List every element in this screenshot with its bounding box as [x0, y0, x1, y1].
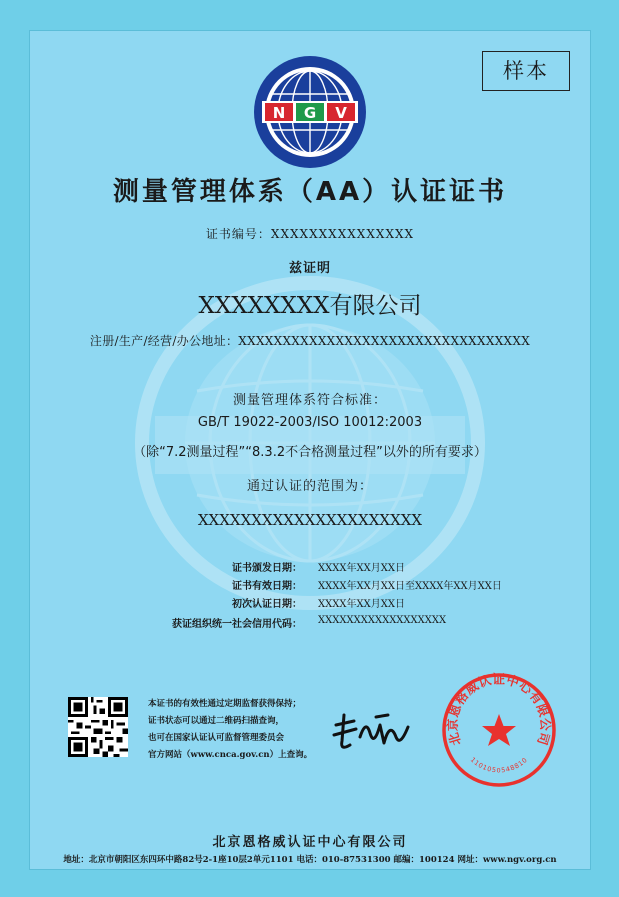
- issue-date-value: XXXX年XX月XX日: [318, 563, 405, 574]
- footer-contact: 地址：北京市朝阳区东四环中路82号2-1座10层2单元1101 电话：010-87531300 邮编：100124 网址：www.ngv.org.cn: [63, 855, 557, 865]
- initial-date-label: 初次认证日期：: [232, 599, 302, 610]
- issue-date-label: 证书颁发日期：: [232, 563, 302, 574]
- svg-text:1101050548810: 1101050548810: [468, 755, 530, 775]
- validity-date-label: 证书有效日期：: [232, 581, 302, 592]
- scope-value: XXXXXXXXXXXXXXXXXXXXX: [197, 511, 423, 529]
- sample-stamp: 样本: [482, 51, 570, 91]
- company-seal-icon: [440, 671, 558, 789]
- note-line: 本证书的有效性通过定期监督获得保持；: [148, 699, 302, 709]
- qr-code-icon[interactable]: [68, 697, 128, 757]
- logo-letter-v: V: [335, 104, 347, 122]
- initial-date-value: XXXX年XX月XX日: [318, 599, 405, 610]
- issuing-body: 北京恩格威认证中心有限公司: [212, 835, 408, 850]
- note-line: 也可在国家认证认可监督管理委员会: [148, 733, 285, 743]
- certificate: [29, 30, 591, 870]
- certificate-number: 证书编号：XXXXXXXXXXXXXXX: [205, 227, 415, 241]
- scope-heading: 通过认证的范围为：: [246, 479, 373, 494]
- standard-exclusion: （除“7.2测量过程”“8.3.2不合格测量过程”以外的所有要求）: [133, 445, 487, 460]
- date-row-credit-code: [172, 615, 570, 633]
- note-line: 证书状态可以通过二维码扫描查询，: [148, 716, 285, 726]
- svg-text:北京恩格威认证中心有限公司: 北京恩格威认证中心有限公司: [444, 671, 554, 748]
- company-address: 注册/生产/经营/办公地址：XXXXXXXXXXXXXXXXXXXXXXXXXXXXXXXXX: [89, 334, 531, 348]
- date-row-validity: [210, 577, 570, 595]
- credit-code-label: 获证组织统一社会信用代码：: [172, 619, 302, 630]
- standard-heading: 测量管理体系符合标准：: [232, 393, 387, 408]
- date-row-initial: [210, 595, 570, 613]
- signature-icon: [330, 707, 414, 757]
- standard-code: GB/T 19022-2003/ISO 10012:2003: [197, 415, 423, 430]
- ngv-logo-icon: [252, 54, 368, 170]
- logo-letter-g: G: [303, 104, 317, 122]
- validity-date-value: XXXX年XX月XX日至XXXX年XX月XX日: [318, 581, 502, 592]
- company-name: XXXXXXXX有限公司: [198, 293, 422, 319]
- date-row-issue: [210, 559, 570, 577]
- note-line: 官方网站（www.cnca.gov.cn）上查询。: [148, 750, 313, 760]
- logo-letter-n: N: [272, 104, 286, 122]
- credit-code-value: XXXXXXXXXXXXXXXXXX: [318, 615, 447, 626]
- validity-notes: [148, 696, 312, 764]
- certificate-title: 测量管理体系（AA）认证证书: [112, 177, 508, 207]
- hereby-certify: 兹证明: [288, 261, 331, 276]
